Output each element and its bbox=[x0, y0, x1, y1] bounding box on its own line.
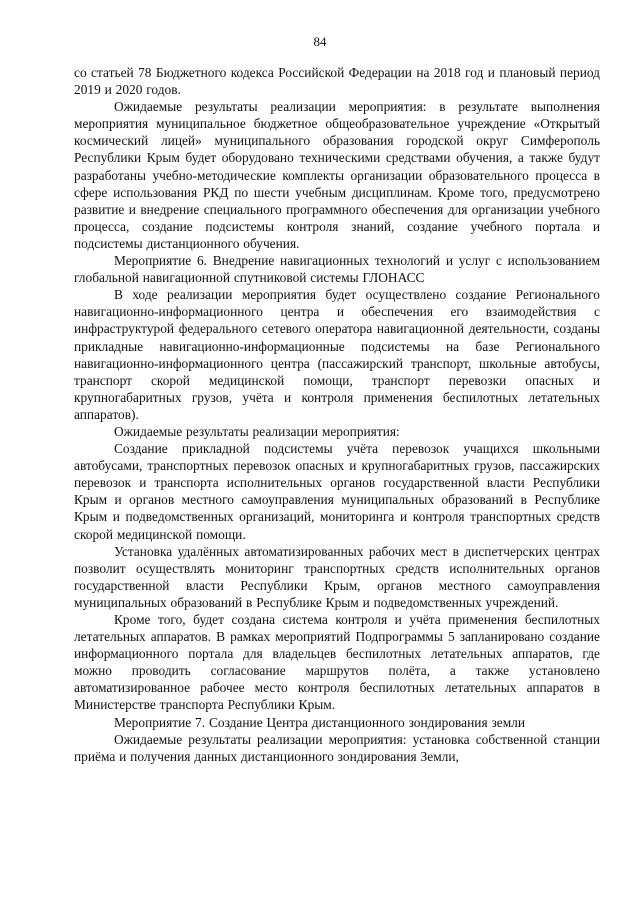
paragraph: В ходе реализации мероприятия будет осуществлено создание Регионального навигационно-информационного центра и обеспечения его взаимодействия с инфраструктурой федерального сетевого оператора навигационной деятельности, созданы прикладные навигационно-информационные подсистемы на базе Регионального навигационно-информационного центра (пассажирский транспорт, школьные автобусы, транспорт скорой медицинской помощи, транспорт перевозки опасных и крупногабаритных грузов, учёта и контроля применения беспилотных летательных аппаратов). bbox=[74, 287, 600, 422]
page-number: 84 bbox=[313, 34, 327, 49]
paragraph: Установка удалённых автоматизированных рабочих мест в диспетчерских центрах позволит осуществлять мониторинг транспортных средств исполнительных органов государственной власти Республики Крым, органов местного самоуправления муниципальных образований в Республике Крым и подведомственных учреждений. bbox=[74, 543, 600, 610]
section-heading: Мероприятие 6. Внедрение навигационных технологий и услуг с использованием глобальной навигационной спутниковой системы ГЛОНАСС bbox=[74, 253, 600, 286]
paragraph: со статьей 78 Бюджетного кодекса Российской Федерации на 2018 год и плановый период 2019 и 2020 годов. bbox=[74, 65, 600, 98]
paragraph: Создание прикладной подсистемы учёта перевозок учащихся школьными автобусами, транспортных перевозок опасных и крупногабаритных грузов, пассажирских перевозок и транспорта исполнительных органов государственной власти Республики Крым и органов местного самоуправления муниципальных образований в Республике Крым и подведомственных организаций, мониторинга и контроля транспортных средств скорой медицинской помощи. bbox=[74, 441, 600, 542]
section-heading: Мероприятие 7. Создание Центра дистанционного зондирования земли bbox=[114, 714, 526, 730]
paragraph: Кроме того, будет создана система контроля и учёта применения беспилотных летательных аппаратов. В рамках мероприятий Подпрограммы 5 запланировано создание информационного портала для владельцев беспилотных летательных аппаратов, где можно проводить согласование маршрутов полёта, а также установлено автоматизированное рабочее место контроля беспилотных летательных аппаратов в Министерстве транспорта Республики Крым. bbox=[74, 612, 600, 713]
paragraph: Ожидаемые результаты реализации мероприятия: в результате выполнения мероприятия муниципальное бюджетное общеобразовательное учреждение «Открытый космический лицей» муниципального образования городской округ Симферополь Республики Крым будет оборудовано техническими средствами обучения, а также будут разработаны учебно-методические комплекты организации образовательного процесса в сфере использования РКД по шести учебным дисциплинам. Кроме того, предусмотрено развитие и внедрение специального программного обеспечения для организации учебного процесса, создание подсистемы контроля знаний, создание учебного портала и подсистемы дистанционного обучения. bbox=[74, 99, 600, 251]
paragraph: Ожидаемые результаты реализации мероприятия: установка собственной станции приёма и получения данных дистанционного зондирования Земли, bbox=[74, 731, 600, 764]
paragraph: Ожидаемые результаты реализации мероприятия: bbox=[114, 423, 400, 439]
document-body bbox=[74, 64, 600, 765]
